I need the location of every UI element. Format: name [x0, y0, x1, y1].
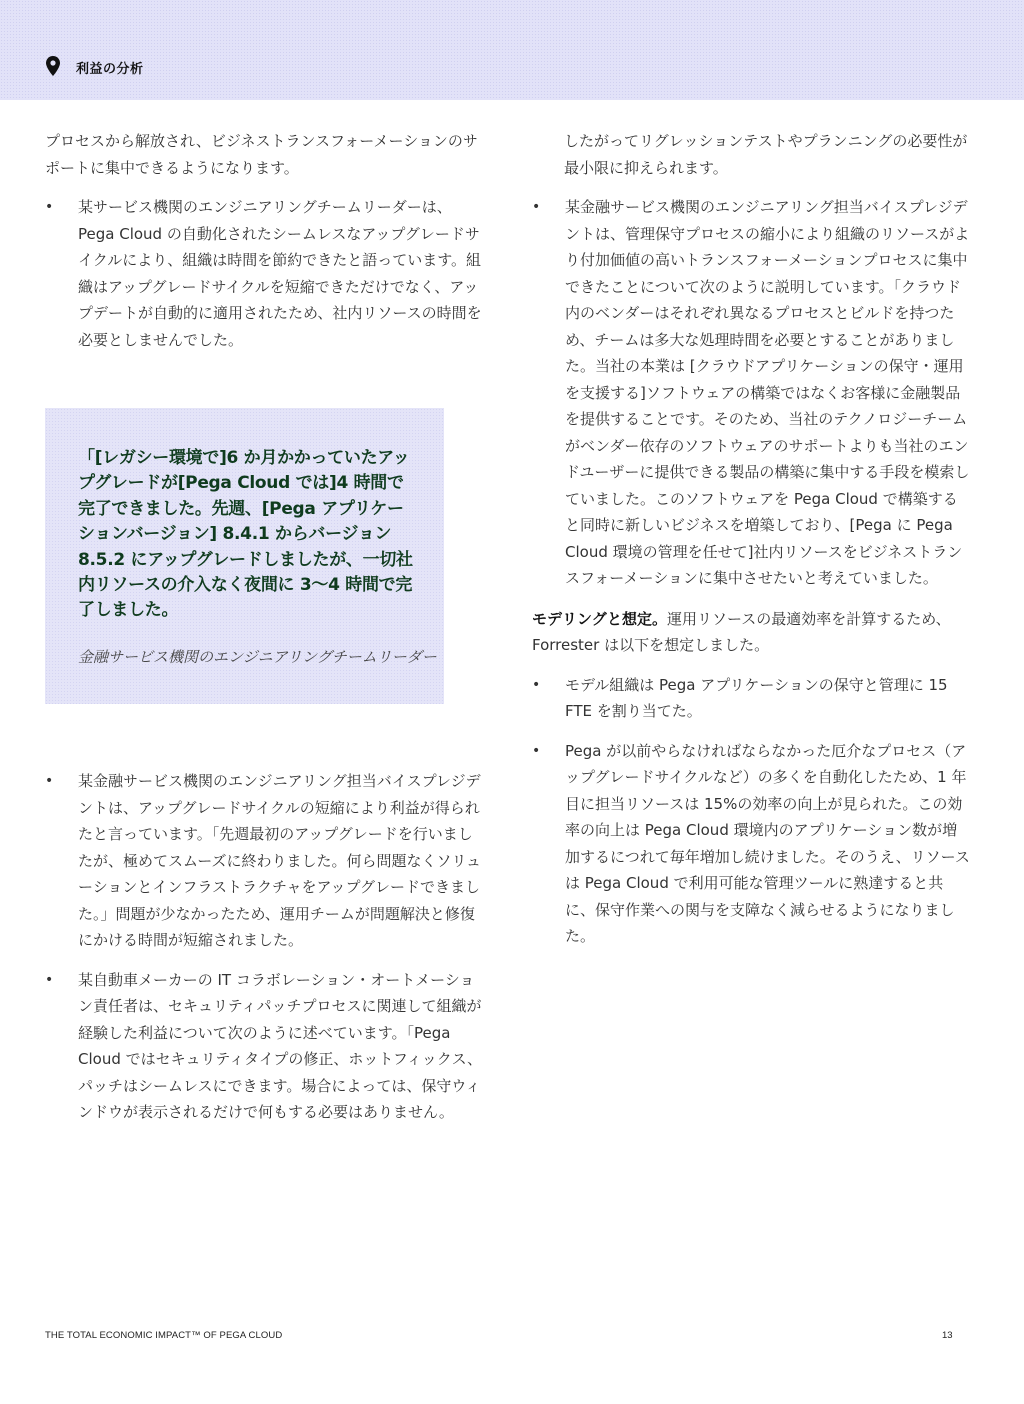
list-item — [45, 194, 485, 353]
bullet-icon: • — [45, 773, 54, 789]
left-column-top — [45, 128, 485, 353]
quote-attribution: 金融サービス機関のエンジニアリングチームリーダー — [78, 648, 437, 666]
modeling-text: 運用リソースの最適効率を計算するため、Forrester は以下を想定しました。 — [532, 609, 951, 654]
bullet-text: 某金融サービス機関のエンジニアリング担当バイスプレジデントは、管理保守プロセスの縮小により組織のリソースがより付加価値の高いトランスフォーメーションプロセスに集中できたことについて次のように説明しています。「クラウド内のベンダーはそれぞれ異なるプロセスとビルドを持つため、チームは多大な処理時間を必要とすることがありました。当社の本業は [クラウドアプリケーションの保守・運用を支援する]ソフトウェアの構築ではなくお客様に金融製品を提供することです。そのため、当社のテクノロジーチームがベンダー依存のソフトウェアのサポートよりも当社のエンドユーザーに提供できる製品の構築に集中する手段を模索していました。このソフトウェアを Pega Cloud で構築すると同時に新しいビジネスを増築しており、[Pega に Pega Cloud 環境の管理を任せて]社内リソースをビジネストランスフォーメーションに集中させたいと考えていました。 — [565, 198, 970, 587]
bullet-icon: • — [45, 971, 54, 988]
section-header-band — [0, 0, 1024, 100]
list-item — [532, 672, 972, 725]
list-item — [532, 194, 972, 592]
modeling-paragraph — [532, 606, 972, 659]
bullet-text: 某金融サービス機関のエンジニアリング担当バイスプレジデントは、アップグレードサイクルの短縮により利益が得られたと言っています。「先週最初のアップグレードを行いましたが、極めてスムーズに終わりました。何ら問題なくソリューションとインフラストラクチャをアップグレードできました。」問題が少なかったため、運用チームが問題解決と修復にかける時間が短縮されました。 — [78, 772, 482, 949]
bullet-text: 某サービス機関のエンジニアリングチームリーダーは、Pega Cloud の自動化されたシームレスなアップグレードサイクルにより、組織は時間を節約できたと語っています。組織はアップグレードサイクルを短縮できただけでなく、アップデートが自動的に適用されたため、社内リソースの時間を必要としませんでした。 — [78, 198, 482, 349]
list-item — [532, 738, 972, 950]
continuation-paragraph: したがってリグレッションテストやプランニングの必要性が最小限に抑えられます。 — [564, 132, 968, 177]
bullet-icon: • — [45, 199, 54, 215]
bullet-text: モデル組織は Pega アプリケーションの保守と管理に 15 FTE を割り当てた。 — [565, 675, 948, 720]
list-item — [45, 768, 485, 954]
bullet-text: 某自動車メーカーの IT コラボレーション・オートメーション責任者は、セキュリティパッチプロセスに関連して組織が経験した利益について次のように述べています。「Pega Cloud ではセキュリティタイプの修正、ホットフィックス、パッチはシームレスにできます。場合によっては、保守ウィンドウが表示されるだけで何もする必要はありません。 — [78, 970, 483, 1121]
left-column-bottom — [45, 768, 485, 1126]
section-title: 利益の分析 — [76, 62, 144, 77]
list-item — [45, 967, 485, 1126]
modeling-heading: モデリングと想定。 — [532, 609, 668, 628]
footer-title: THE TOTAL ECONOMIC IMPACT™ OF PEGA CLOUD — [45, 1330, 283, 1341]
pull-quote — [45, 408, 444, 704]
map-pin-icon — [46, 56, 60, 76]
page-number: 13 — [942, 1330, 953, 1341]
bullet-icon: • — [532, 742, 541, 759]
bullet-icon: • — [532, 199, 541, 215]
bullet-text: Pega が以前やらなければならなかった厄介なプロセス（アップグレードサイクルなど）の多くを自動化したため、1 年目に担当リソースは 15%の効率の向上が見られた。この効率の向上は Pega Cloud 環境内のアプリケーション数が増加するにつれて毎年増加し続けました。そのうえ、リソースは Pega Cloud で利用可能な管理ツールに熟達すると共に、保守作業への関与を支障なく減らせるようになりました。 — [565, 741, 970, 945]
intro-paragraph: プロセスから解放され、ビジネストランスフォーメーションのサポートに集中できるようになります。 — [45, 132, 478, 177]
quote-text: 「[レガシー環境で]6 か月かかっていたアップグレードが[Pega Cloud では]4 時間で完了できました。先週、[Pega アプリケーションバージョン] 8.4.1 からバージョン 8.5.2 にアップグレードしましたが、一切社内リソースの介入なく夜間に 3～4 時間で完了しました。 — [78, 448, 413, 621]
bullet-icon: • — [532, 676, 541, 693]
right-column — [532, 128, 972, 950]
